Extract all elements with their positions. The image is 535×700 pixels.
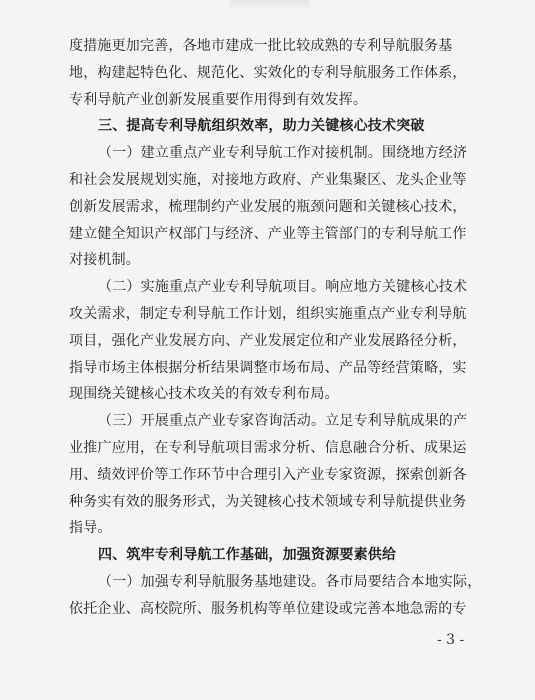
text-line: 依托企业、高校院所、服务机构等单位建设或完善本地急需的专: [69, 601, 467, 617]
text-line: （三）开展重点产业专家咨询活动。立足专利导航成果的产: [98, 413, 468, 429]
scan-smudge: [230, 0, 310, 10]
text-line: 和社会发展规划实施，对接地方政府、产业集聚区、龙头企业等: [69, 172, 467, 188]
text-line: 攻关需求，制定专利导航工作计划，组织实施重点产业专利导航: [69, 306, 467, 322]
text-line: 项目，强化产业发展方向、产业发展定位和产业发展路径分析，: [69, 333, 467, 349]
page-number: - 3 -: [437, 632, 465, 648]
text-line: （一）加强专利导航服务基地建设。各市局要结合本地实际，: [98, 574, 482, 590]
section-heading: 四、筑牢专利导航工作基础，加强资源要素供给: [98, 547, 397, 563]
text-line: 创新发展需求，梳理制约产业发展的瓶颈问题和关键核心技术，: [69, 199, 467, 215]
text-line: （二）实施重点产业专利导航项目。响应地方关键核心技术: [98, 279, 468, 295]
text-line: 对接机制。: [69, 252, 140, 268]
text-line: 指导市场主体根据分析结果调整市场布局、产品等经营策略，实: [69, 360, 467, 376]
text-line: 用、绩效评价等工作环节中合理引入产业专家资源，探索创新各: [69, 467, 467, 483]
text-line: 现围绕关键核心技术攻关的有效专利布局。: [69, 386, 339, 402]
section-heading: 三、提高专利导航组织效率，助力关键核心技术突破: [98, 118, 425, 134]
text-line: 指导。: [69, 520, 112, 536]
text-line: 地，构建起特色化、规范化、实效化的专利导航服务工作体系，: [69, 65, 467, 81]
text-line: 业推广应用，在专利导航项目需求分析、信息融合分析、成果运: [69, 440, 467, 456]
text-line: 度措施更加完善，各地市建成一批比较成熟的专利导航服务基: [69, 38, 453, 54]
text-line: 专利导航产业创新发展重要作用得到有效发挥。: [69, 92, 368, 108]
text-line: 种务实有效的服务形式，为关键核心技术领域专利导航提供业务: [69, 494, 467, 510]
text-line: 建立健全知识产权部门与经济、产业等主管部门的专利导航工作: [69, 226, 467, 242]
text-line: （一）建立重点产业专利导航工作对接机制。围绕地方经济: [98, 145, 468, 161]
